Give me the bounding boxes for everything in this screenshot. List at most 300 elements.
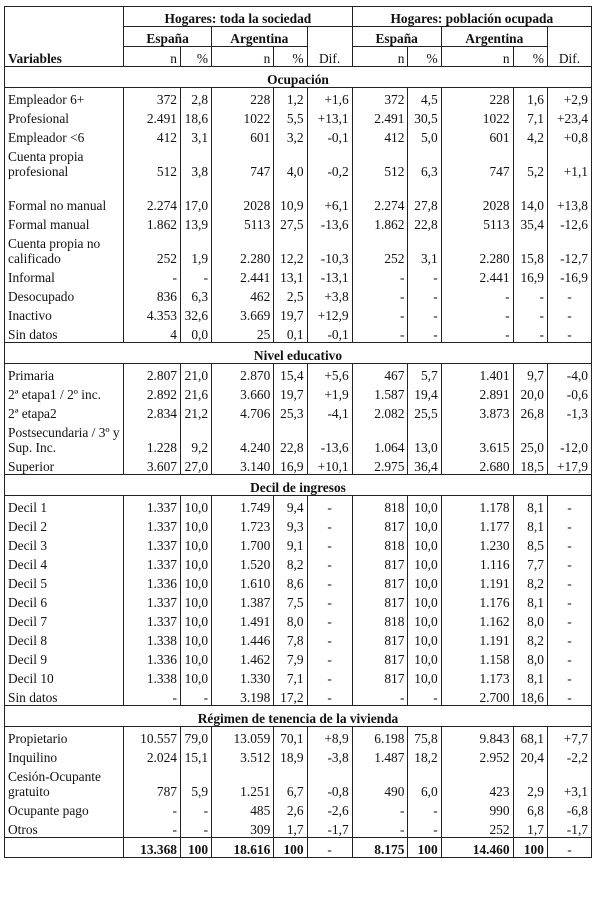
total-cell: 100 <box>274 838 307 858</box>
table-cell: 1.178 <box>441 496 513 516</box>
table-cell: 1.446 <box>212 629 274 648</box>
table-cell: 4.240 <box>212 421 274 455</box>
table-cell: 8,0 <box>274 610 307 629</box>
table-cell: 1.191 <box>441 572 513 591</box>
table-cell: +2,9 <box>547 88 591 108</box>
table-cell: - <box>547 667 591 686</box>
table-cell: 16,9 <box>513 266 547 285</box>
table-cell: 1.749 <box>212 496 274 516</box>
table-cell: -0,6 <box>547 383 591 402</box>
table-cell: 1.162 <box>441 610 513 629</box>
table-cell: 18,9 <box>274 746 307 765</box>
table-cell: +13,1 <box>307 107 352 126</box>
table-cell: - <box>408 323 441 343</box>
table-cell: 9,3 <box>274 515 307 534</box>
table-cell: 8,1 <box>513 515 547 534</box>
table-cell: 1,7 <box>274 818 307 838</box>
table-cell: 79,0 <box>180 727 211 747</box>
table-cell: 1.337 <box>124 496 181 516</box>
table-cell: - <box>513 285 547 304</box>
table-cell: 19,4 <box>408 383 441 402</box>
table-cell: 2.975 <box>352 455 408 475</box>
row-label: Primaria <box>5 364 124 384</box>
header-n: n <box>352 47 408 67</box>
table-cell: 252 <box>352 232 408 266</box>
table-cell: 18,6 <box>180 107 211 126</box>
row-label: Propietario <box>5 727 124 747</box>
table-cell: 21,0 <box>180 364 211 384</box>
table-cell: - <box>307 515 352 534</box>
table-cell: - <box>307 534 352 553</box>
table-cell: 8,0 <box>513 610 547 629</box>
header-blank <box>5 7 124 27</box>
table-row <box>5 629 592 648</box>
table-cell: 2.274 <box>124 179 181 213</box>
table-cell: 8,1 <box>513 591 547 610</box>
header-espana-1: España <box>124 27 212 47</box>
table-cell: 3.669 <box>212 304 274 323</box>
table-cell: - <box>352 285 408 304</box>
row-label: Decil 6 <box>5 591 124 610</box>
table-cell: 6,3 <box>180 285 211 304</box>
header-dif: Dif. <box>547 47 591 67</box>
table-cell: - <box>307 572 352 591</box>
table-cell: 5,0 <box>408 126 441 145</box>
table-cell: 20,4 <box>513 746 547 765</box>
section-title: Ocupación <box>5 67 592 88</box>
row-label: Cuenta propia no calificado <box>5 232 124 266</box>
table-cell: 3,1 <box>408 232 441 266</box>
table-cell: 8,2 <box>513 629 547 648</box>
table-cell: 252 <box>124 232 181 266</box>
table-cell: 3.512 <box>212 746 274 765</box>
table-cell: +8,9 <box>307 727 352 747</box>
table-cell: 8,6 <box>274 572 307 591</box>
table-cell: - <box>408 686 441 706</box>
table-cell: 25,3 <box>274 402 307 421</box>
table-cell: - <box>352 818 408 838</box>
table-cell: 8,5 <box>513 534 547 553</box>
table-cell: 22,8 <box>408 213 441 232</box>
table-cell: 7,9 <box>274 648 307 667</box>
table-cell: 1.862 <box>124 213 181 232</box>
table-cell: 1.064 <box>352 421 408 455</box>
table-cell: -13,1 <box>307 266 352 285</box>
table-cell: 7,1 <box>274 667 307 686</box>
table-cell: 25 <box>212 323 274 343</box>
row-label: Inquilino <box>5 746 124 765</box>
table-cell: 990 <box>441 799 513 818</box>
row-label: Ocupante pago <box>5 799 124 818</box>
table-cell: - <box>513 304 547 323</box>
table-cell: 1.487 <box>352 746 408 765</box>
table-cell: 10,0 <box>408 553 441 572</box>
table-cell: 747 <box>441 145 513 179</box>
table-cell: 9,4 <box>274 496 307 516</box>
row-label: Empleador <6 <box>5 126 124 145</box>
table-cell: - <box>307 496 352 516</box>
table-cell: - <box>547 553 591 572</box>
table-cell: 817 <box>352 515 408 534</box>
table-cell: 10,9 <box>274 179 307 213</box>
table-cell: 817 <box>352 629 408 648</box>
header-n: n <box>124 47 181 67</box>
total-cell: 18.616 <box>212 838 274 858</box>
table-body <box>5 67 592 838</box>
table-cell: - <box>547 610 591 629</box>
table-cell: 467 <box>352 364 408 384</box>
table-cell: -13,6 <box>307 213 352 232</box>
table-cell: - <box>352 799 408 818</box>
table-cell: 5,9 <box>180 765 211 799</box>
table-cell: 12,2 <box>274 232 307 266</box>
header-blank <box>5 27 124 47</box>
table-cell: - <box>408 304 441 323</box>
header-pct: % <box>180 47 211 67</box>
table-cell: 6.198 <box>352 727 408 747</box>
table-cell: 15,8 <box>513 232 547 266</box>
table-cell: 10,0 <box>180 648 211 667</box>
table-cell: 3.140 <box>212 455 274 475</box>
table-cell: 817 <box>352 572 408 591</box>
table-row <box>5 304 592 323</box>
table-cell: 0,1 <box>274 323 307 343</box>
table-cell: 2.082 <box>352 402 408 421</box>
table-cell: 17,0 <box>180 179 211 213</box>
table-cell: +17,9 <box>547 455 591 475</box>
table-row <box>5 126 592 145</box>
table-cell: 9,1 <box>274 534 307 553</box>
table-cell: - <box>547 323 591 343</box>
table-cell: +0,8 <box>547 126 591 145</box>
table-row <box>5 496 592 516</box>
table-cell: 836 <box>124 285 181 304</box>
table-cell: - <box>513 323 547 343</box>
table-cell: 512 <box>352 145 408 179</box>
header-argentina-1: Argentina <box>212 27 307 47</box>
total-cell: - <box>547 838 591 858</box>
table-cell: 817 <box>352 553 408 572</box>
table-cell: 18,2 <box>408 746 441 765</box>
table-cell: 1.336 <box>124 648 181 667</box>
table-cell: 1.862 <box>352 213 408 232</box>
table-cell: 1.338 <box>124 667 181 686</box>
table-row <box>5 746 592 765</box>
table-cell: 10,0 <box>180 591 211 610</box>
table-cell: 747 <box>212 145 274 179</box>
table-cell: - <box>307 629 352 648</box>
table-cell: +23,4 <box>547 107 591 126</box>
table-cell: 1.337 <box>124 553 181 572</box>
table-cell: 1.228 <box>124 421 181 455</box>
table-cell: - <box>124 818 181 838</box>
table-cell: 10,0 <box>180 667 211 686</box>
table-cell: 601 <box>441 126 513 145</box>
table-cell: 1.176 <box>441 591 513 610</box>
table-cell: 9,7 <box>513 364 547 384</box>
table-cell: 4,5 <box>408 88 441 108</box>
table-cell: 1.387 <box>212 591 274 610</box>
table-cell: 3,1 <box>180 126 211 145</box>
table-cell: -12,6 <box>547 213 591 232</box>
table-cell: 2.280 <box>212 232 274 266</box>
table-row <box>5 765 592 799</box>
table-row <box>5 364 592 384</box>
table-cell: - <box>352 323 408 343</box>
table-cell: -6,8 <box>547 799 591 818</box>
table-cell: 1.520 <box>212 553 274 572</box>
table-cell: 1.116 <box>441 553 513 572</box>
table-cell: 21,2 <box>180 402 211 421</box>
table-cell: - <box>547 686 591 706</box>
table-cell: 35,4 <box>513 213 547 232</box>
table-cell: - <box>441 285 513 304</box>
table-row <box>5 610 592 629</box>
table-cell: 6,8 <box>513 799 547 818</box>
table-cell: - <box>547 496 591 516</box>
table-row <box>5 572 592 591</box>
row-label: Empleador 6+ <box>5 88 124 108</box>
table-cell: - <box>352 686 408 706</box>
row-label: Sin datos <box>5 686 124 706</box>
table-cell: 462 <box>212 285 274 304</box>
table-cell: 3.607 <box>124 455 181 475</box>
table-cell: 8,2 <box>513 572 547 591</box>
table-cell: - <box>408 799 441 818</box>
table-row <box>5 515 592 534</box>
table-cell: -16,9 <box>547 266 591 285</box>
table-cell: 228 <box>441 88 513 108</box>
table-cell: 252 <box>441 818 513 838</box>
row-label: Postsecundaria / 3º y Sup. Inc. <box>5 421 124 455</box>
table-row <box>5 145 592 179</box>
table-cell: - <box>547 572 591 591</box>
table-cell: 1.337 <box>124 534 181 553</box>
table-cell: 787 <box>124 765 181 799</box>
table-row <box>5 455 592 475</box>
table-cell: +13,8 <box>547 179 591 213</box>
row-label: 2ª etapa2 <box>5 402 124 421</box>
table-cell: -2,6 <box>307 799 352 818</box>
table-row <box>5 232 592 266</box>
table-cell: 7,1 <box>513 107 547 126</box>
table-cell: 5,2 <box>513 145 547 179</box>
table-cell: 2.680 <box>441 455 513 475</box>
table-cell: 1.230 <box>441 534 513 553</box>
row-label: 2ª etapa1 / 2º inc. <box>5 383 124 402</box>
row-label: Formal no manual <box>5 179 124 213</box>
row-label: Desocupado <box>5 285 124 304</box>
table-cell: 2.491 <box>124 107 181 126</box>
table-cell: 512 <box>124 145 181 179</box>
table-cell: - <box>180 799 211 818</box>
table-cell: +5,6 <box>307 364 352 384</box>
table-cell: - <box>180 818 211 838</box>
row-label: Decil 10 <box>5 667 124 686</box>
table-cell: 17,2 <box>274 686 307 706</box>
table-cell: - <box>547 648 591 667</box>
row-label: Otros <box>5 818 124 838</box>
table-cell: 3,8 <box>180 145 211 179</box>
table-cell: 9.843 <box>441 727 513 747</box>
table-cell: 10,0 <box>408 572 441 591</box>
total-cell: 100 <box>513 838 547 858</box>
table-cell: 10,0 <box>408 496 441 516</box>
table-cell: 372 <box>352 88 408 108</box>
total-cell: - <box>307 838 352 858</box>
totals-label <box>5 838 124 858</box>
section-title: Régimen de tenencia de la vivienda <box>5 706 592 727</box>
table-cell: 4.706 <box>212 402 274 421</box>
table-cell: 2.280 <box>441 232 513 266</box>
table-cell: 10.557 <box>124 727 181 747</box>
section-header-row <box>5 475 592 496</box>
table-cell: +3,8 <box>307 285 352 304</box>
total-cell: 8.175 <box>352 838 408 858</box>
table-cell: 2.870 <box>212 364 274 384</box>
table-row <box>5 323 592 343</box>
table-cell: 13,1 <box>274 266 307 285</box>
table-cell: 2.441 <box>212 266 274 285</box>
table-cell: 68,1 <box>513 727 547 747</box>
table-row <box>5 383 592 402</box>
row-label: Profesional <box>5 107 124 126</box>
table-cell: 27,0 <box>180 455 211 475</box>
total-cell: 100 <box>180 838 211 858</box>
table-cell: 4,0 <box>274 145 307 179</box>
table-cell: 485 <box>212 799 274 818</box>
table-cell: 15,4 <box>274 364 307 384</box>
table-cell: 1.251 <box>212 765 274 799</box>
table-row <box>5 285 592 304</box>
table-row <box>5 402 592 421</box>
table-row <box>5 266 592 285</box>
table-cell: 818 <box>352 534 408 553</box>
table-cell: 10,0 <box>180 553 211 572</box>
table-cell: - <box>307 686 352 706</box>
table-cell: 10,0 <box>180 610 211 629</box>
table-cell: 7,7 <box>513 553 547 572</box>
table-cell: -1,7 <box>307 818 352 838</box>
table-cell: 1,2 <box>274 88 307 108</box>
table-cell: -1,3 <box>547 402 591 421</box>
header-group-employed: Hogares: población ocupada <box>352 7 591 27</box>
table-cell: 1.700 <box>212 534 274 553</box>
header-argentina-2: Argentina <box>441 27 547 47</box>
row-label: Formal manual <box>5 213 124 232</box>
table-cell: 2028 <box>441 179 513 213</box>
section-header-row <box>5 67 592 88</box>
table-cell: 10,0 <box>408 648 441 667</box>
total-cell: 100 <box>408 838 441 858</box>
header-group-society: Hogares: toda la sociedad <box>124 7 353 27</box>
table-cell: - <box>547 515 591 534</box>
table-cell: 490 <box>352 765 408 799</box>
table-cell: 13.059 <box>212 727 274 747</box>
header-espana-2: España <box>352 27 441 47</box>
table-cell: 20,0 <box>513 383 547 402</box>
table-cell: 1.158 <box>441 648 513 667</box>
header-blank <box>307 27 352 47</box>
table-cell: 6,0 <box>408 765 441 799</box>
table-cell: +1,6 <box>307 88 352 108</box>
table-cell: 412 <box>352 126 408 145</box>
table-cell: 75,8 <box>408 727 441 747</box>
table-row <box>5 648 592 667</box>
table-row <box>5 727 592 747</box>
table-cell: 7,8 <box>274 629 307 648</box>
table-cell: 1.462 <box>212 648 274 667</box>
table-cell: 601 <box>212 126 274 145</box>
table-cell: 2,9 <box>513 765 547 799</box>
table-cell: 2.491 <box>352 107 408 126</box>
table-cell: - <box>307 667 352 686</box>
table-cell: 26,8 <box>513 402 547 421</box>
table-cell: 10,0 <box>408 629 441 648</box>
table-cell: - <box>441 323 513 343</box>
table-cell: 10,0 <box>180 496 211 516</box>
table-cell: 4 <box>124 323 181 343</box>
table-cell: - <box>124 686 181 706</box>
table-cell: -0,8 <box>307 765 352 799</box>
table-cell: 2.891 <box>441 383 513 402</box>
header-n: n <box>212 47 274 67</box>
table-cell: -4,0 <box>547 364 591 384</box>
table-cell: 7,5 <box>274 591 307 610</box>
table-cell: 8,1 <box>513 667 547 686</box>
table-cell: 2.700 <box>441 686 513 706</box>
row-label: Superior <box>5 455 124 475</box>
row-label: Decil 4 <box>5 553 124 572</box>
table-cell: 18,6 <box>513 686 547 706</box>
table-cell: 0,0 <box>180 323 211 343</box>
table-cell: +7,7 <box>547 727 591 747</box>
table-cell: - <box>408 285 441 304</box>
table-footer <box>5 838 592 858</box>
table-row <box>5 818 592 838</box>
table-cell: -0,2 <box>307 145 352 179</box>
table-cell: 14,0 <box>513 179 547 213</box>
table-cell: 19,7 <box>274 304 307 323</box>
table-cell: 1.723 <box>212 515 274 534</box>
table-cell: 2.807 <box>124 364 181 384</box>
table-cell: 10,0 <box>408 534 441 553</box>
table-cell: -4,1 <box>307 402 352 421</box>
table-cell: +3,1 <box>547 765 591 799</box>
section-title: Decil de ingresos <box>5 475 592 496</box>
table-cell: -1,7 <box>547 818 591 838</box>
table-cell: 18,5 <box>513 455 547 475</box>
table-cell: - <box>408 266 441 285</box>
table-row <box>5 799 592 818</box>
table-cell: 1.337 <box>124 515 181 534</box>
table-cell: 8,2 <box>274 553 307 572</box>
table-row <box>5 421 592 455</box>
table-cell: 19,7 <box>274 383 307 402</box>
table-cell: - <box>180 266 211 285</box>
table-cell: 2028 <box>212 179 274 213</box>
table-cell: 10,0 <box>408 591 441 610</box>
table-cell: 817 <box>352 667 408 686</box>
table-cell: 1.338 <box>124 629 181 648</box>
table-cell: 25,5 <box>408 402 441 421</box>
table-cell: 1.173 <box>441 667 513 686</box>
table-cell: 5,5 <box>274 107 307 126</box>
table-cell: - <box>307 591 352 610</box>
table-cell: 10,0 <box>180 572 211 591</box>
table-cell: - <box>124 266 181 285</box>
table-cell: 6,3 <box>408 145 441 179</box>
